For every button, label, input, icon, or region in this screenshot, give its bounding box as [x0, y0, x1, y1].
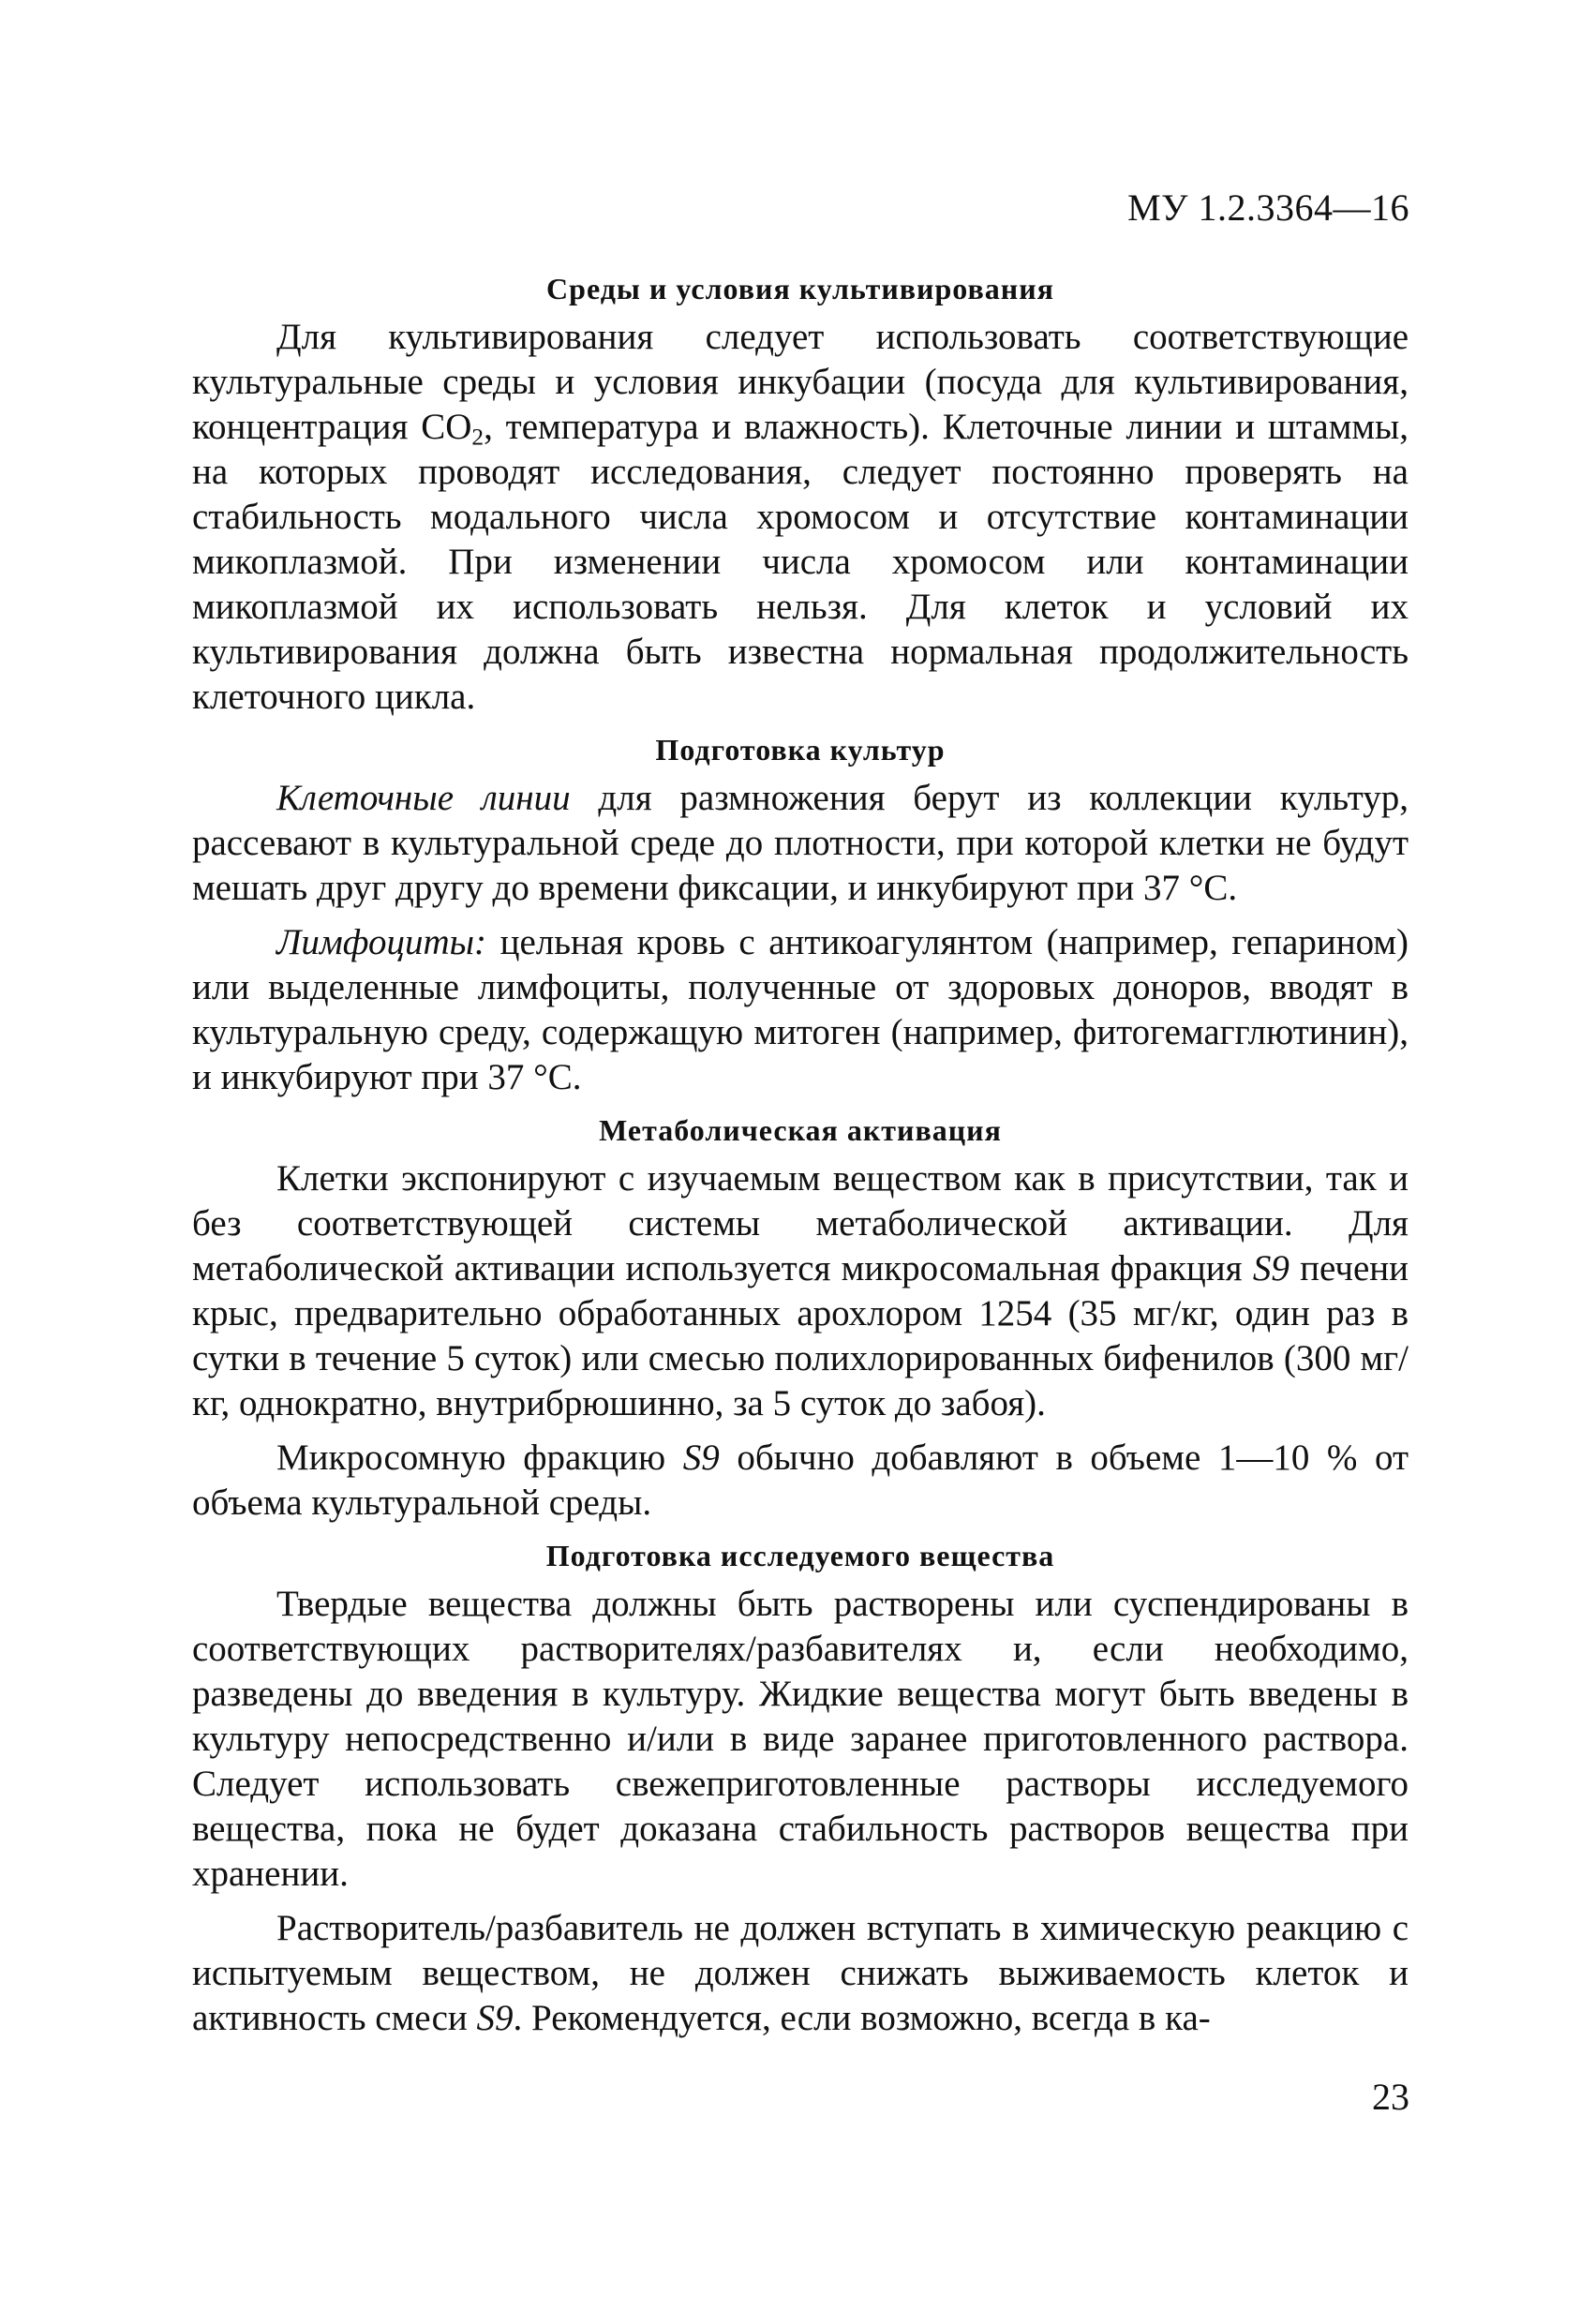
paragraph-text: печени крыс, предварительно обработанных арохлором 1254 (35 мг/кг, один раз в сутки в течение 5 суток) или смесью полихлорированных бифенилов (300 мг/кг, однократно, внутрибрюшинно, за 5 суток до забоя). — [192, 1248, 1409, 1423]
paragraph-text: Растворитель/разбавитель не должен вступать в химическую реакцию с испытуемым веществом, не должен снижать выживаемость клеток и активность смеси — [192, 1908, 1409, 2038]
section-title-cultivation-media: Среды и условия культивирования — [546, 272, 1054, 305]
paragraph-text: цельная кровь с антикоагулянтом (например, гепарином) или выделенные лимфоциты, полученные от здоровых доноров, вводят в культуральную среду, содержащую митоген (например, фитогемагглютинин), и инкубируют при 37 °С. — [192, 922, 1409, 1097]
page-number: 23 — [1372, 2076, 1409, 2118]
paragraph-text: Твердые вещества должны быть растворены или суспендированы в соответствующих растворителях/разбавителях и, если необходимо, разведены до введения в культуру. Жидкие вещества могут быть введены в культуру непосредственно и/или в виде заранее приготовленного раствора. Следует использовать свежеприготовленные растворы исследуемого вещества, пока не будет доказана стабильность растворов вещества при хранении. — [192, 1584, 1409, 1894]
paragraph-cultivation-media — [192, 315, 1409, 720]
paragraph-text: Клетки экспонируют с изучаемым веществом как в присутствии, так и без соответствующей системы метаболической активации. Для метаболической активации используется микросомальная фракция — [192, 1158, 1409, 1289]
emphasis-text: S9 — [682, 1438, 720, 1478]
paragraph-solid-substances — [192, 1582, 1409, 1897]
emphasis-text: S9 — [476, 1998, 514, 2038]
paragraph-text: обычно добавляют в объеме 1—10 % от объема культуральной среды. — [192, 1438, 1409, 1523]
paragraph-metabolic-activation — [192, 1156, 1409, 1426]
emphasis-text: Лимфоциты: — [276, 922, 487, 962]
paragraph-text: . Рекомендуется, если возможно, всегда в ка- — [513, 1998, 1211, 2038]
paragraph-lymphocytes — [192, 920, 1409, 1100]
section-title-culture-preparation: Подготовка культур — [655, 733, 946, 767]
section-title-test-substance-preparation: Подготовка исследуемого вещества — [545, 1539, 1055, 1572]
section-title-metabolic-activation: Метаболическая активация — [599, 1113, 1002, 1147]
paragraph-text: Микросомную фракцию — [276, 1438, 683, 1478]
paragraph-text: , температура и влажность). Клеточные линии и штаммы, на которых проводят исследования, следует постоянно проверять на стабильность модального числа хромосом и отсутствие контаминации микоплазмой. При изменении числа хромосом или контаминации микоплазмой их использовать нельзя. Для клеток и условий их культивирования должна быть известна нормальная продолжительность клеточного цикла. — [192, 407, 1409, 717]
document-code: МУ 1.2.3364—16 — [1127, 186, 1409, 229]
emphasis-text: S9 — [1252, 1248, 1289, 1289]
paragraph-text: для размножения берут из коллекции культур, рассевают в культуральной среде до плотности, при которой клетки не будут мешать друг другу до времени фиксации, и инкубируют при 37 °С. — [192, 778, 1409, 908]
paragraph-cell-lines — [192, 776, 1409, 911]
paragraph-microsomal-fraction — [192, 1436, 1409, 1526]
page-content — [192, 268, 1409, 2050]
emphasis-text: Клеточные линии — [276, 778, 571, 818]
paragraph-text: Для культивирования следует использовать соответствующие культуральные среды и условия инкубации (посуда для культивирования, концентрация CO — [192, 317, 1409, 447]
subscript-text: 2 — [471, 424, 484, 451]
paragraph-solvent — [192, 1906, 1409, 2041]
